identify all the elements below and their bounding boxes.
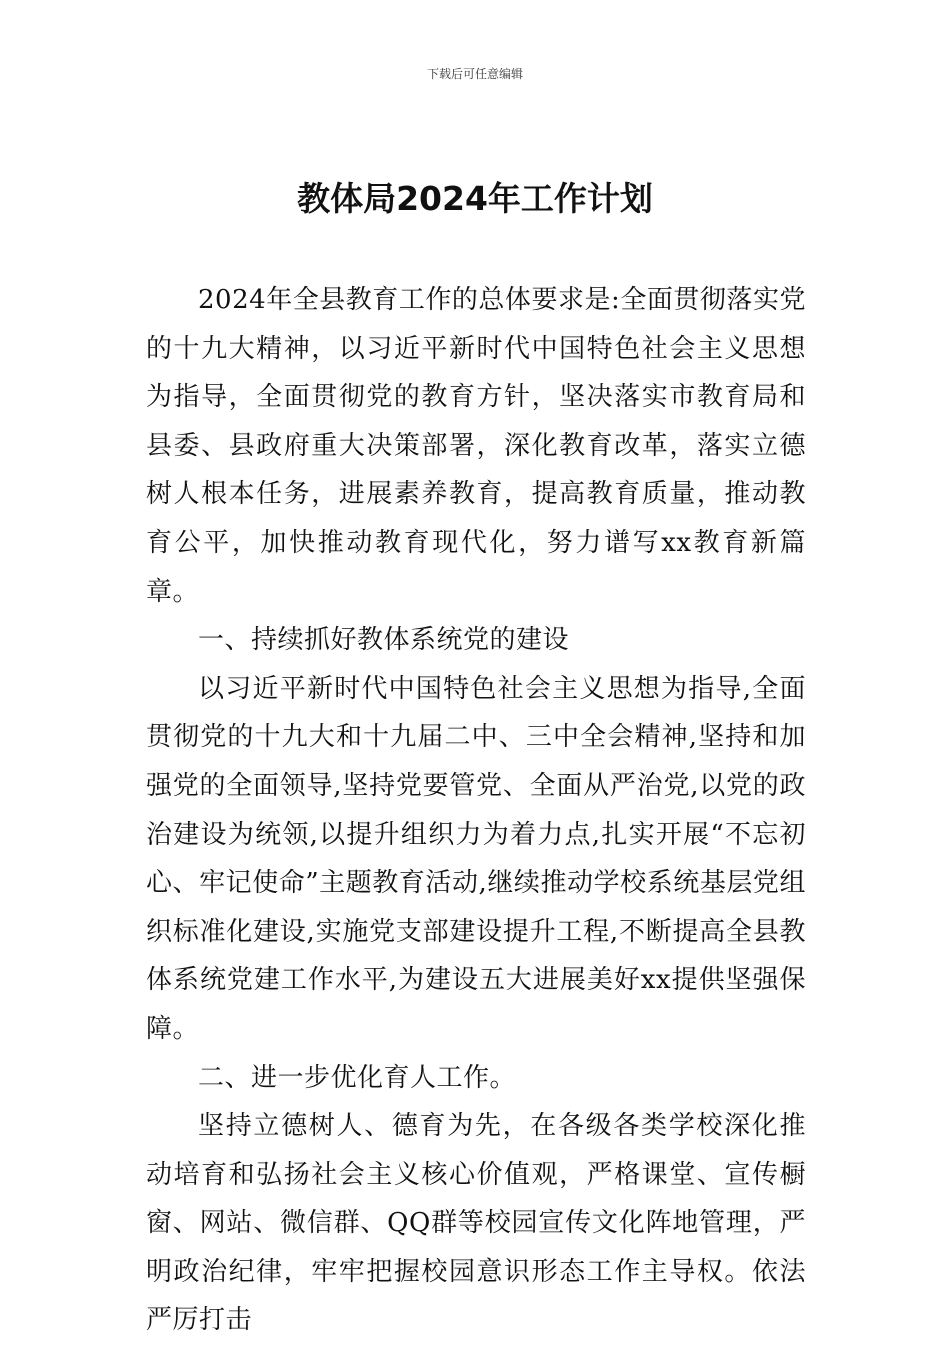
section-heading-2: 二、进一步优化育人工作。 bbox=[198, 1062, 517, 1093]
paragraph-intro: 2024年全县教育工作的总体要求是:全面贯彻落实党的十九大精神，以习近平新时代中国特色社会主义思想为指导，全面贯彻党的教育方针，坚决落实市教育局和县委、县政府重大决策部署，深化教育改革，落实立德树人根本任务，进展素养教育，提高教育质量，推动教育公平，加快推动教育现代化，努力谱写xx教育新篇章。 bbox=[146, 285, 806, 607]
document-body bbox=[146, 276, 806, 1345]
paragraph-education-work: 坚持立德树人、德育为先，在各级各类学校深化推动培育和弘扬社会主义核心价值观，严格课堂、宣传橱窗、网站、微信群、QQ群等校园宣传文化阵地管理，严明政治纪律，牢牢把握校园意识形态工作主导权。依法严厉打击 bbox=[146, 1111, 806, 1336]
document-title: 教体局2024年工作计划 bbox=[297, 179, 653, 218]
paragraph-party-building: 以习近平新时代中国特色社会主义思想为指导,全面贯彻党的十九大和十九届二中、三中全会精神,坚持和加强党的全面领导,坚持党要管党、全面从严治党,以党的政治建设为统领,以提升组织力为着力点,扎实开展“不忘初心、牢记使命”主题教育活动,继续推动学校系统基层党组织标准化建设,实施党支部建设提升工程,不断提高全县教体系统党建工作水平,为建设五大进展美好xx提供坚强保障。 bbox=[146, 673, 806, 1044]
header-note: 下载后可任意编辑 bbox=[426, 67, 523, 81]
section-heading-1: 一、持续抓好教体系统党的建设 bbox=[198, 625, 570, 656]
